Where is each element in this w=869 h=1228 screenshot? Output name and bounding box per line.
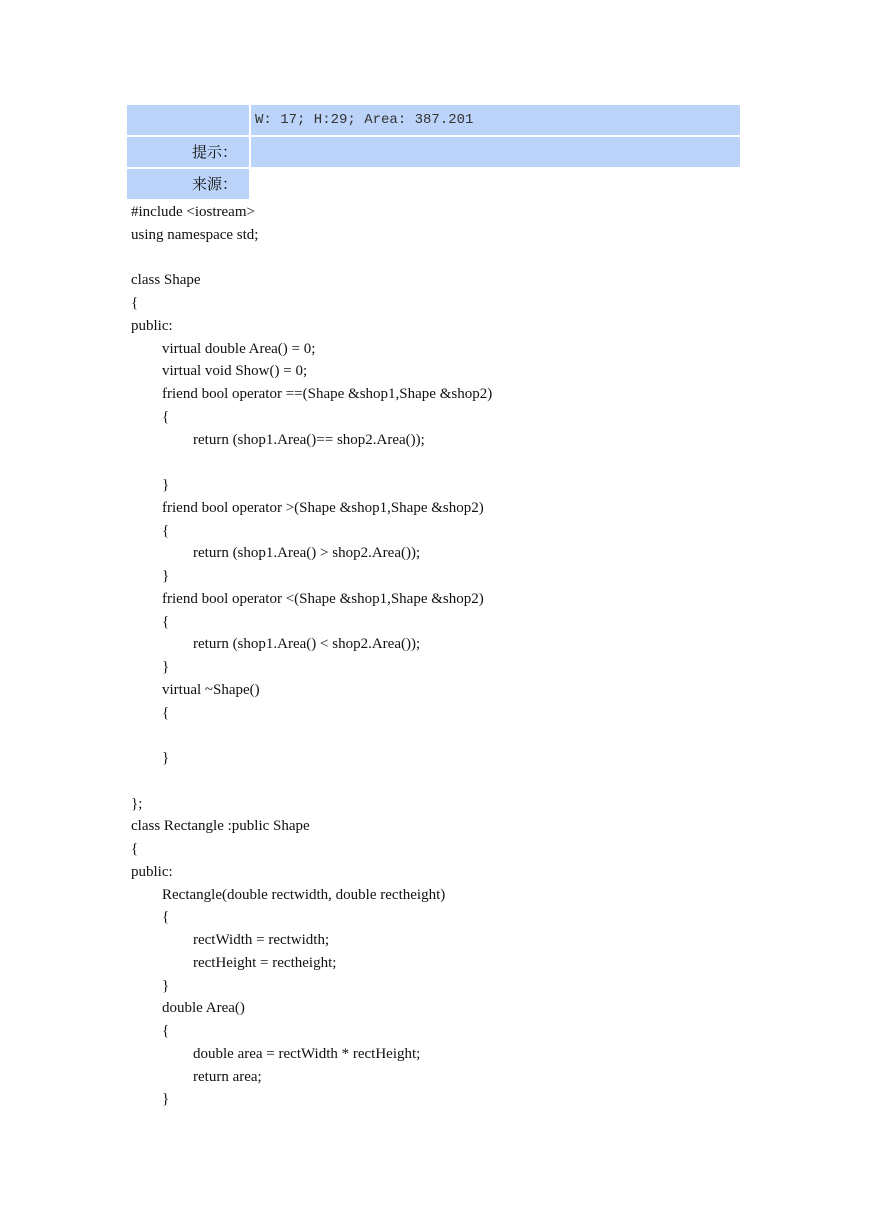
source-label: 来源： — [127, 169, 249, 199]
code-line: { — [162, 1023, 170, 1039]
code-line: { — [131, 841, 139, 857]
info-table — [127, 105, 740, 201]
code-line: class Shape — [131, 272, 201, 289]
code-line: } — [162, 568, 170, 584]
code-line: } — [162, 659, 170, 675]
code-line: double Area() — [162, 1000, 245, 1017]
code-line: return (shop1.Area()== shop2.Area()); — [193, 431, 425, 448]
code-line — [131, 247, 492, 270]
code-line — [131, 724, 492, 747]
code-line: virtual void Show() = 0; — [162, 363, 308, 380]
code-line: class Rectangle :public Shape — [131, 818, 310, 835]
code-line: double area = rectWidth * rectHeight; — [193, 1045, 421, 1062]
code-line: { — [162, 522, 170, 539]
source-value — [251, 169, 740, 199]
code-line: friend bool operator <(Shape &shop1,Shape &shop2) — [162, 590, 484, 607]
code-line: friend bool operator >(Shape &shop1,Shape &shop2) — [162, 499, 484, 516]
code-line: return area; — [193, 1068, 262, 1085]
code-line: } — [162, 977, 170, 994]
code-line: { — [131, 295, 139, 311]
code-line: return (shop1.Area() > shop2.Area()); — [193, 545, 421, 562]
hint-value — [251, 137, 740, 167]
code-line: { — [162, 909, 170, 926]
code-line: virtual ~Shape() — [162, 681, 260, 698]
output-label — [127, 105, 249, 135]
code-line — [131, 451, 492, 474]
code-line: } — [162, 750, 170, 766]
code-line: #include <iostream> — [131, 204, 255, 220]
code-line: public: — [131, 317, 173, 334]
source-row — [127, 169, 740, 199]
code-line: }; — [131, 795, 143, 812]
code-line: return (shop1.Area() < shop2.Area()); — [193, 636, 421, 653]
output-value: W: 17; H:29; Area: 387.201 — [251, 105, 740, 135]
code-line: public: — [131, 863, 173, 880]
code-line: { — [162, 704, 170, 721]
code-line: { — [162, 613, 170, 630]
code-line: Rectangle(double rectwidth, double rectheight) — [162, 886, 446, 903]
code-line: rectWidth = rectwidth; — [193, 932, 330, 948]
code-line: } — [162, 477, 170, 493]
output-row — [127, 105, 740, 135]
code-line — [131, 770, 492, 793]
code-listing — [131, 201, 492, 1111]
code-line: using namespace std; — [131, 226, 259, 243]
hint-label: 提示： — [127, 137, 249, 167]
code-line: virtual double Area() = 0; — [162, 340, 316, 357]
code-line: { — [162, 408, 170, 425]
code-line: friend bool operator ==(Shape &shop1,Shape &shop2) — [162, 386, 493, 402]
code-line: } — [162, 1091, 170, 1108]
hint-row — [127, 137, 740, 167]
code-line: rectHeight = rectheight; — [193, 954, 337, 971]
